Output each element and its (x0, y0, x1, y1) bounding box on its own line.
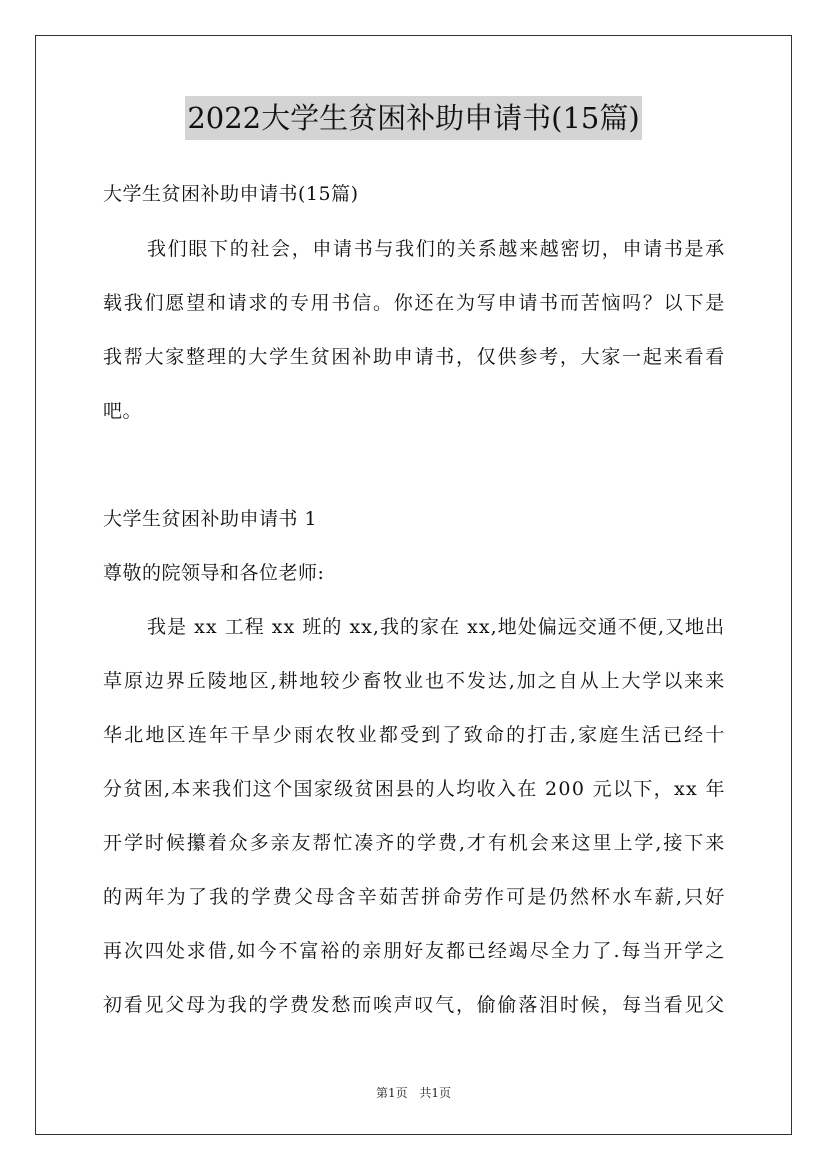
intro-line: 我 们 眼 下 的 社 会 ， 申 请 书 与 我 们 的 关 系 越 来 越 密 切 ， 申 请 书 是 承 (147, 238, 725, 260)
intro-line: 载 我 们 愿 望 和 请 求 的 专 用 书 信 。 你 还 在 为 写 申 请 书 而 苦 恼 吗 ？ 以 下 是 (103, 292, 725, 314)
body-line: 草 原 边 界 丘 陵 地 区 , 耕 地 较 少 畜 牧 业 也 不 发 达 , 加 之 自 从 上 大 学 以 来 来 (103, 670, 725, 692)
body-line: 的 两 年 为 了 我 的 学 费 父 母 含 辛 茹 苦 拼 命 劳 作 可 是 仍 然 杯 水 车 薪 , 只 好 (103, 886, 725, 908)
intro-line: 我 帮 大 家 整 理 的 大 学 生 贫 困 补 助 申 请 书 ， 仅 供 参 考 ， 大 家 一 起 来 看 看 (103, 346, 725, 368)
section-heading: 大学生贫困补助申请书 1 (103, 508, 318, 530)
page-number: 第1页 (375, 1086, 408, 1100)
page-total: 共1页 (419, 1086, 452, 1100)
body-line: 初 看 见 父 母 为 我 的 学 费 发 愁 而 唉 声 叹 气 ， 偷 偷 落 泪 时 候 ， 每 当 看 见 父 (103, 994, 725, 1016)
body-line: 开 学 时 候 攥 着 众 多 亲 友 帮 忙 凑 齐 的 学 费 , 才 有 机 会 来 这 里 上 学 , 接 下 来 (103, 832, 725, 854)
page-footer (0, 1084, 827, 1101)
intro-line: 吧。 (103, 400, 143, 422)
body-line: 华 北 地 区 连 年 干 旱 少 雨 农 牧 业 都 受 到 了 致 命 的 打 击 , 家 庭 生 活 已 经 十 (103, 724, 725, 746)
document-title: 2022大学生贫困补助申请书(15篇) (185, 96, 641, 140)
title-container (0, 96, 827, 140)
body-line: 我 是 x x 工 程 x x 班 的 x x , 我 的 家 在 x x , 地 处 偏 远 交 通 不 便 , 又 地 出 (147, 616, 725, 638)
body-line: 再 次 四 处 求 借 , 如 今 不 富 裕 的 亲 朋 好 友 都 已 经 竭 尽 全 力 了 . 每 当 开 学 之 (103, 940, 725, 962)
salutation: 尊敬的院领导和各位老师: (103, 562, 325, 584)
document-subtitle: 大学生贫困补助申请书(15篇) (103, 183, 359, 205)
body-line: 分 贫 困 , 本 来 我 们 这 个 国 家 级 贫 困 县 的 人 均 收 入 在 2 0 0 元 以 下 ， x x 年 (103, 778, 725, 800)
